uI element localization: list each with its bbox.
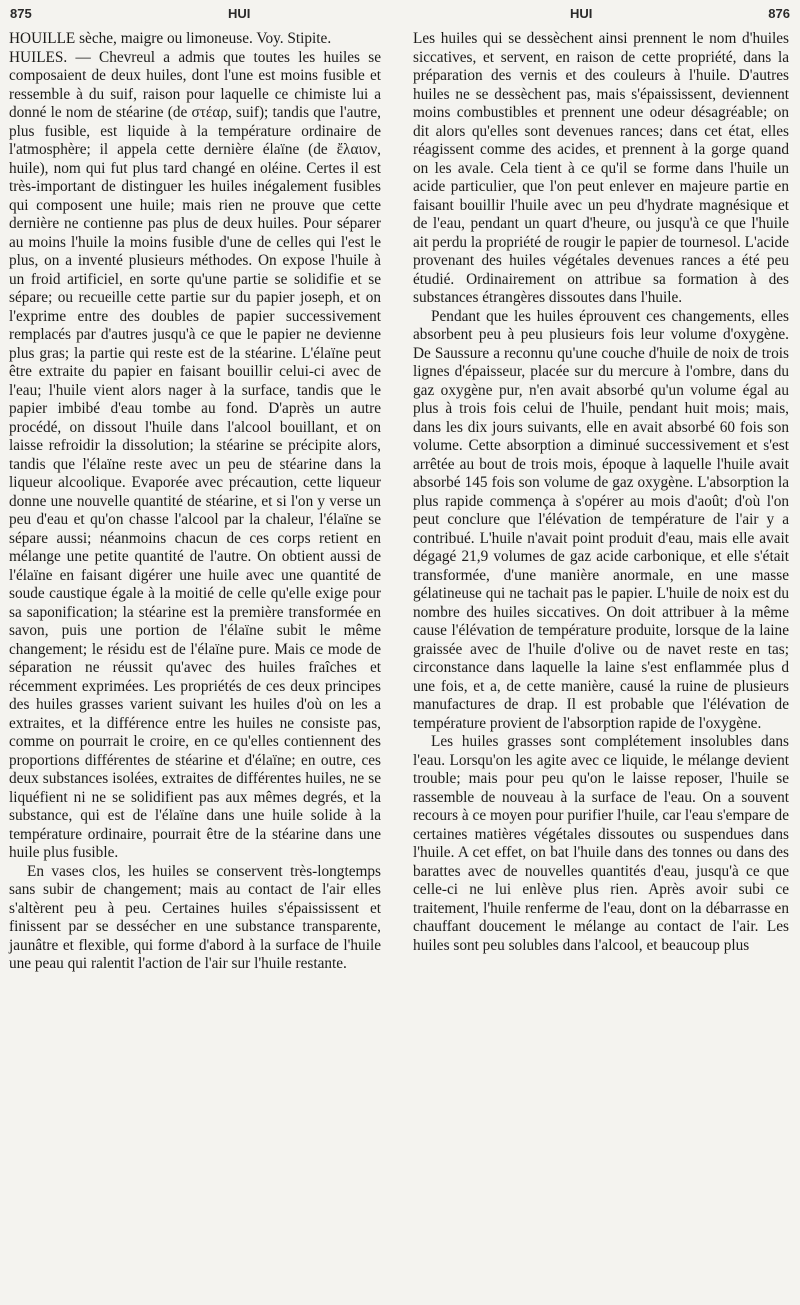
left-column [9, 30, 381, 974]
running-header [10, 6, 790, 28]
paragraph-huiles-siccatives: Les huiles qui se dessèchent ainsi prennent le nom d'huiles siccatives, et servent, en raison de cette propriété, dans la préparation des vernis et des couleurs à l'huile. D'autres huiles ne se dessèchent pas, mais s'épaississent, deviennent moins combustibles et prennent une odeur désagréable; on dit alors qu'elles sont devenues rances; dans cet état, elles réagissent comme des acides, et prennent à la gorge quand on les avale. Cela tient à ce qu'il se forme dans l'huile un acide particulier, que l'on peut enlever en majeure partie en faisant bouillir l'huile avec un peu d'hydrate magnésique et de l'eau, pendant un quart d'heure, ou jusqu'à ce que l'huile ait perdu la propriété de rougir le papier de tournesol. L'acide provenant des huiles végétales devenues rances a été peu étudié. Ordinairement on attribue sa formation à des substances étrangères dissoutes dans l'huile. [413, 30, 789, 306]
page-number-right: 876 [768, 6, 790, 21]
page-number-left: 875 [10, 6, 32, 21]
entry-houille: HOUILLE sèche, maigre ou limoneuse. Voy. Stipite. [9, 30, 332, 47]
paragraph-oxygene: Pendant que les huiles éprouvent ces changements, elles absorbent peu à peu plusieurs fois leur volume d'oxygène. De Saussure a reconnu qu'une couche d'huile de noix de trois lignes d'épaisseur, placée sur du mercure à l'ombre, dans du gaz oxygène pur, n'en avait absorbé qu'un volume égal au plus à trois fois celui de l'huile, pendant huit mois; mais, dans les dix jours suivants, elle en avait absorbé 60 fois son volume. Cette absorption a diminué successivement et s'est arrêtée au bout de trois mois, époque à laquelle l'huile avait absorbé 145 fois son volume de gaz oxygène. L'absorption la plus rapide commença à s'opérer au mois d'août; d'où l'on peut conclure que l'élévation de température de l'air y a contribué. L'huile n'avait point produit d'eau, mais elle avait dégagé 21,9 volumes de gaz acide carbonique, et elle s'était transformée, d'une manière anormale, en une masse gélatineuse qui ne tachait pas le papier. L'huile de noix est du nombre des huiles siccatives. On doit attribuer à la même cause l'élévation de température produite, lorsque de la laine graissée avec de l'huile d'olive ou de navet reste en tas; circonstance dans laquelle la laine s'est enflammée plus d une fois, et a, de cette manière, causé la ruine de plusieurs manufactures de drap. Il est probable que l'élévation de température provient de l'absorption rapide de l'oxygène. [413, 307, 789, 732]
paragraph-vases-clos: En vases clos, les huiles se conservent très-longtemps sans subir de changement; mais au contact de l'air elles s'altèrent peu à peu. Certaines huiles s'épaississent et finissent par se dessécher en une substance transparente, jaunâtre et flexible, qui forme d'abord à la surface de l'huile une peau qui ralentit l'action de l'air sur l'huile restante. [9, 862, 381, 972]
paragraph-solubilite: Les huiles grasses sont complétement insolubles dans l'eau. Lorsqu'on les agite avec ce liquide, le mélange devient trouble; mais pour peu qu'on le laisse reposer, l'huile se rassemble de nouveau à la surface de l'eau. On a souvent recours à ce moyen pour purifier l'huile, car l'eau s'empare de certaines matières végétales dissoutes ou suspendues dans l'huile. A cet effet, on bat l'huile dans des tonnes ou dans des barattes avec de nouvelles quantités d'eau, jusqu'à ce que celle-ci ne lui enlève plus rien. Après avoir subi ce traitement, l'huile renferme de l'eau, dont on la débarrasse en chauffant doucement le mélange au contact de l'air. Les huiles sont peu solubles dans l'alcool, et beaucoup plus [413, 733, 789, 954]
right-column [413, 30, 789, 955]
entry-huiles-paragraph: HUILES. — Chevreul a admis que toutes les huiles se composaient de deux huiles, dont l'une est moins fusible et ressemble à du suif, raison pour laquelle ce chimiste lui a donné le nom de stéarine (de στέαρ, suif); tandis que l'autre, plus fusible, est liquide à la température ordinaire de l'atmosphère; il appela cette dernière élaïne (de ἔλαιον, huile), nom qui fut plus tard changé en oléine. Certes il est très-important de distinguer les huiles inégalement fusibles qui composent une huile; mais rien ne prouve que cette dernière ne contienne pas plus de deux huiles. Pour séparer au moins l'huile la moins fusible d'une de celles qui l'est le plus, on a inventé plusieurs méthodes. On expose l'huile à un froid artificiel, en sorte qu'une partie se solidifie et se sépare; ou recueille cette partie sur du papier joseph, et on l'exprime entre des doubles de papier successivement remplacés par d'autres jusqu'à ce que le papier ne devienne plus gras; la partie qui reste est de la stéarine. L'élaïne peut être extraite du papier en faisant bouillir celui-ci avec de l'eau; l'huile vient alors nager à la surface, tandis que le papier imbibé d'eau tombe au fond. D'après un autre procédé, on dissout l'huile dans l'alcool bouillant, et on laisse refroidir la dissolution; la stéarine se précipite alors, tandis que l'élaïne reste avec un peu de stéarine dans la liqueur alcoolique. Evaporée avec précaution, cette liqueur donne une nouvelle quantité de stéarine, et si l'on y verse un peu d'eau et qu'on chasse l'alcool par la chaleur, l'élaïne se sépare aussi; néanmoins chacun de ces corps retient en mélange une petite quantité de l'autre. On obtient aussi de l'élaïne en faisant digérer une huile avec une quantité de soude caustique égale à la moitié de celle qu'elle exige pour sa saponification; la stéarine est la première transformée en savon, puis une portion de l'élaïne subit le même changement; le résidu est de l'élaïne pure. Mais ce mode de séparation ne réussit qu'avec des huiles fraîches et récemment exprimées. Les propriétés de ces deux principes des huiles grasses varient suivant les huiles d'où on les a extraites, et la différence entre les huiles ne consiste pas, comme on pourrait le croire, en ce qu'elles contiennent des proportions différentes de stéarine et d'élaïne; en outre, ces deux substances isolées, extraites de différentes huiles, ne se liquéfient ni ne se solidifient pas aux mêmes degrés, et la substance, qui est de l'élaïne dans une huile solide à la température ordinaire, pourrait être de la stéarine dans une huile plus fusible. [9, 48, 381, 861]
running-head-right: HUI [570, 6, 593, 21]
running-head-left: HUI [228, 6, 251, 21]
